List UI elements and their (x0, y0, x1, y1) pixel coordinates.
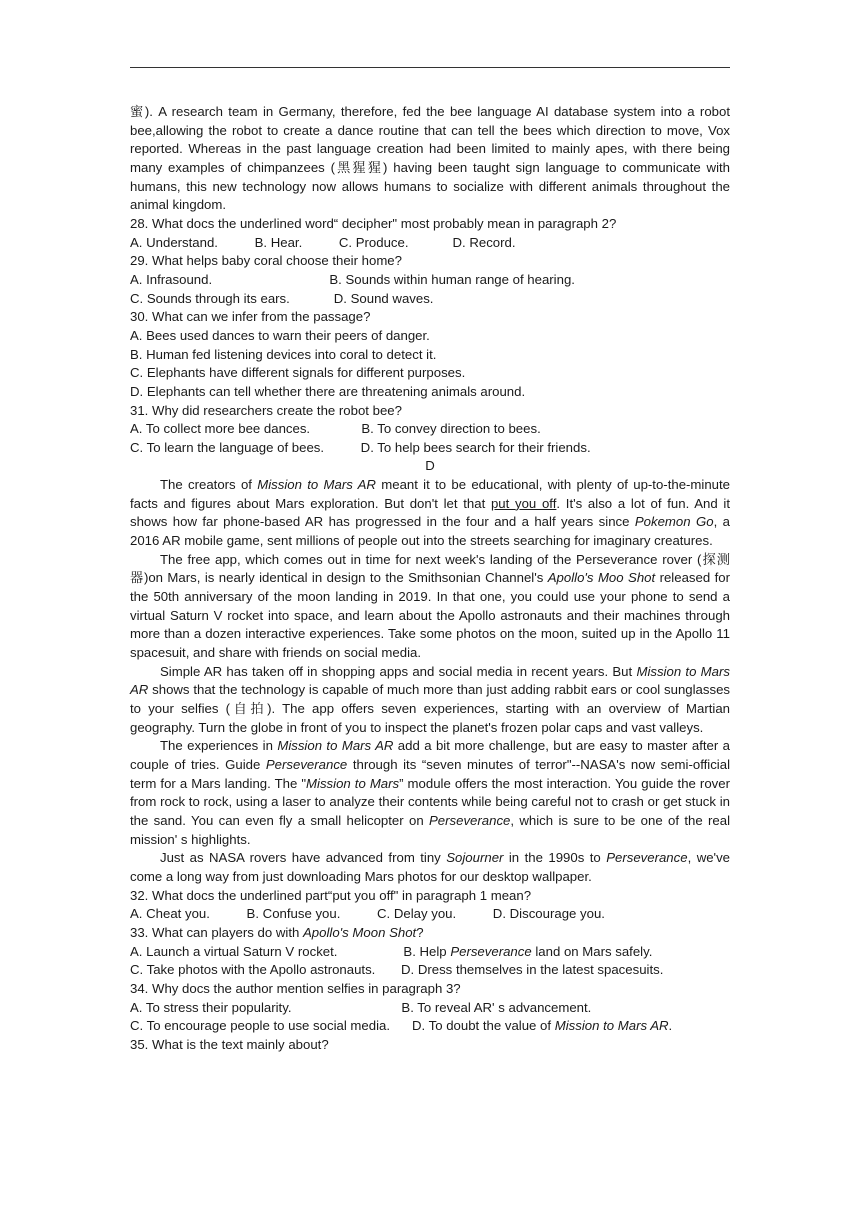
question-28 (130, 215, 730, 252)
text-run: in the 1990s to (503, 850, 607, 866)
question-stem: 34. Why docs the author mention selfies in paragraph 3? (130, 980, 461, 996)
question-option: A. Bees used dances to warn their peers of danger. (130, 327, 430, 343)
question-options: C. Take photos with the Apollo astronauts. D. Dress themselves in the latest spacesuits. (130, 962, 664, 978)
app-title: Mission to Mars AR (130, 663, 730, 698)
question-33 (130, 924, 730, 980)
text-run: through its “seven minutes of terror"--NASA's now semi-official term for a Mars landing. The " (130, 756, 730, 791)
question-option: D. Elephants can tell whether there are threatening animals around. (130, 383, 526, 399)
text-run: Just as NASA rovers have advanced from tiny (160, 850, 447, 866)
question-stem: 32. What docs the underlined part“put you off" in paragraph 1 mean? (130, 887, 532, 903)
question-options: C. Sounds through its ears. D. Sound waves. (130, 290, 434, 306)
question-options: C. To learn the language of bees. D. To help bees search for their friends. (130, 439, 591, 455)
question-stem: 35. What is the text mainly about? (130, 1036, 329, 1052)
text-run: A. Launch a virtual Saturn V rocket. B. Help (130, 943, 451, 959)
text-run: released for the 50th anniversary of the moon landing in 2019. In that one, you could use your phone to send a virtual Saturn V rocket into space, and learn about the Apollo astronauts and their machines through more than a dozen interactive experiences. Take some photos on the moon, suited up in the Apollo 11 spacesuit, and share with friends on social media. (130, 570, 730, 661)
page-content (130, 103, 730, 1054)
text-run: meant it to be educational, with plenty of up-to-the-minute facts and figures about Mars exploration. But don't let that (130, 477, 731, 511)
text-run: , which is sure to be one of the real mission' s highlights. (130, 812, 730, 847)
rover-name: Sojourner (446, 850, 504, 866)
question-32 (130, 887, 730, 924)
passage-d-paragraph-3 (130, 663, 730, 738)
text-run: ? (416, 924, 424, 940)
rover-name: Perseverance (606, 850, 688, 866)
text-run: ” module offers the most interaction. You guide the rover from rock to rock, using a laser to analyze their contents while being careful not to crash or get stuck in the sand. You can even fly a small helicopter on (130, 775, 730, 828)
rover-name: Perseverance (450, 943, 532, 959)
question-stem (130, 924, 730, 943)
underlined-phrase: put you off (490, 495, 557, 511)
text-run: The experiences in (160, 738, 278, 754)
question-options: A. To collect more bee dances. B. To convey direction to bees. (130, 421, 541, 437)
question-options: A. Understand. B. Hear. C. Produce. D. Record. (130, 234, 516, 250)
question-stem: 28. What docs the underlined word“ decipher" most probably mean in paragraph 2? (130, 215, 617, 231)
question-options: A. Cheat you. B. Confuse you. C. Delay you. D. Discourage you. (130, 906, 605, 922)
text-run: , a 2016 AR mobile game, sent millions of people out into the streets searching for imaginary creatures. (130, 514, 731, 549)
question-34 (130, 980, 730, 1036)
passage-c-paragraph: 蜜). A research team in Germany, therefore, fed the bee language AI database system into a robot bee,allowing the robot to create a dance routine that can tell the bees which direction to move, Vox reported. Whereas in the past language creation had been limited to mainly apes, with there being many examples of chimpanzees (黑猩猩) having been taught sign language to communicate with humans, this new technology now allows humans to socialize with different animals throughout the animal kingdom. (130, 104, 730, 213)
passage-d-paragraph-4 (130, 737, 730, 849)
app-title: Mission to Mars AR (554, 1018, 669, 1034)
text-run: The creators of (160, 477, 258, 493)
text-run: Simple AR has taken off in shopping apps and social media in recent years. But (160, 663, 637, 679)
app-title: Apollo's Moon Shot (303, 924, 417, 940)
passage-d-paragraph-5 (130, 849, 730, 886)
question-29 (130, 252, 730, 308)
text-run: C. To encourage people to use social media. D. To doubt the value of (130, 1018, 555, 1034)
question-stem: 30. What can we infer from the passage? (130, 309, 371, 325)
rover-name: Perseverance (429, 812, 511, 828)
question-stem: 31. Why did researchers create the robot bee? (130, 402, 402, 418)
text-run: , we've come a long way from just downloading Mars photos for our desktop wallpaper. (130, 850, 730, 884)
header-rule (130, 67, 730, 68)
passage-d-paragraph-1 (130, 476, 730, 551)
question-option: B. Human fed listening devices into coral to detect it. (130, 346, 437, 362)
question-options (130, 943, 730, 962)
text-run: The free app, which comes out in time for next week's landing of the Perseverance rover (探测器)on Mars, is nearly identical in design to the Smithsonian Channel's (130, 551, 730, 586)
section-d-label: D (425, 458, 435, 474)
question-30 (130, 308, 730, 401)
text-run: shows that the technology is capable of much more than just adding rabbit ears or cool sunglasses to your selfies (自拍). The app offers seven experiences, starting with an overview of Martian geography. Turn the globe in front of you to inspect the planet's frozen polar caps and vast valleys. (130, 682, 730, 735)
question-options: A. To stress their popularity. B. To reveal AR' s advancement. (130, 999, 592, 1015)
app-title: Apollo's Moo Shot (547, 570, 656, 586)
rover-name: Perseverance (265, 756, 348, 772)
game-title: Pokemon Go (634, 514, 714, 530)
question-35 (130, 1036, 730, 1055)
question-options (130, 1017, 730, 1036)
app-title: Mission to Mars AR (277, 738, 394, 754)
question-options: A. Infrasound. B. Sounds within human range of hearing. (130, 271, 575, 287)
question-stem: 29. What helps baby coral choose their home? (130, 253, 402, 269)
question-31 (130, 402, 730, 458)
module-title: Mission to Mars (306, 775, 400, 791)
question-option: C. Elephants have different signals for different purposes. (130, 365, 466, 381)
text-run: add a bit more challenge, but are easy to master after a couple of tries. Guide (130, 738, 730, 772)
text-run: . (668, 1018, 673, 1034)
text-run: . It's also a lot of fun. And it shows how far phone-based AR has progressed in the four and a half years since (130, 495, 730, 530)
text-run: 33. What can players do with (130, 924, 303, 940)
passage-d-paragraph-2 (130, 551, 730, 663)
text-run: land on Mars safely. (531, 943, 653, 959)
app-title: Mission to Mars AR (257, 477, 376, 493)
